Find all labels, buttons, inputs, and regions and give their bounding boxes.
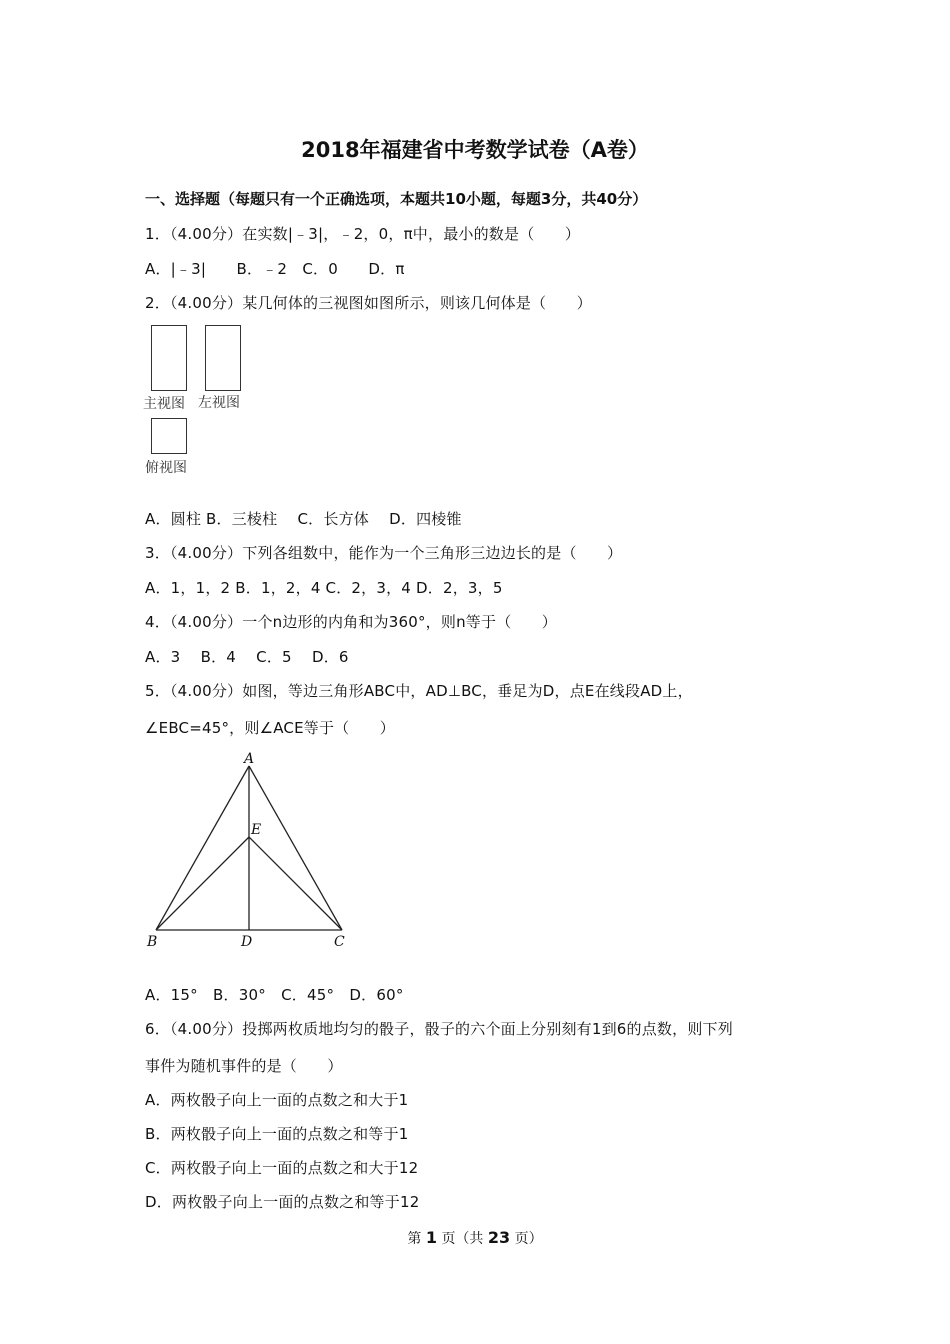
question-6-stem-line2: 事件为随机事件的是（ ）: [145, 1057, 343, 1075]
footer-post: 页）: [514, 1231, 543, 1247]
question-2-stem: 2．（4.00分）某几何体的三视图如图所示，则该几何体是（ ）: [145, 294, 592, 312]
point-label-c: C: [334, 934, 345, 950]
footer-mid: 页（共: [441, 1231, 484, 1247]
footer-pre: 第: [407, 1231, 422, 1247]
question-6-option-c: C．两枚骰子向上一面的点数之和大于12: [145, 1159, 419, 1177]
side-view-label: 左视图: [198, 395, 240, 411]
question-5-options: A．15° B．30° C．45° D．60°: [145, 986, 404, 1004]
segment-be: [156, 837, 249, 930]
top-view-rect: [151, 418, 187, 454]
page-title: 2018年福建省中考数学试卷（A卷）: [301, 138, 649, 162]
point-label-e: E: [251, 822, 262, 838]
point-label-a: A: [244, 751, 255, 767]
segment-ce: [249, 837, 342, 930]
segment-ab: [156, 766, 249, 930]
question-6-stem-line1: 6．（4.00分）投掷两枚质地均匀的骰子，骰子的六个面上分别刻有1到6的点数，则下列: [145, 1020, 733, 1038]
section-heading: 一、选择题（每题只有一个正确选项，本题共10小题，每题3分，共40分）: [145, 190, 648, 208]
question-1-stem: 1．（4.00分）在实数|﹣3|，﹣2，0，π中，最小的数是（ ）: [145, 225, 581, 243]
question-3-stem: 3．（4.00分）下列各组数中，能作为一个三角形三边边长的是（ ）: [145, 544, 623, 562]
question-6-option-a: A．两枚骰子向上一面的点数之和大于1: [145, 1091, 409, 1109]
question-2-options: A．圆柱 B．三棱柱 C．长方体 D．四棱锥: [145, 510, 462, 528]
front-view-label: 主视图: [143, 396, 185, 412]
footer-page-number: 1: [425, 1228, 437, 1247]
front-view-rect: [151, 325, 187, 391]
segment-ac: [249, 766, 342, 930]
question-6-option-b: B．两枚骰子向上一面的点数之和等于1: [145, 1125, 409, 1143]
triangle-figure: [140, 748, 360, 953]
page-footer: [0, 1228, 950, 1248]
question-5-stem-line1: 5．（4.00分）如图，等边三角形ABC中，AD⊥BC，垂足为D，点E在线段AD上，: [145, 682, 693, 700]
point-label-b: B: [147, 934, 158, 950]
question-4-options: A．3 B．4 C．5 D．6: [145, 648, 349, 666]
question-3-options: A．1，1，2 B．1，2，4 C．2，3，4 D．2，3，5: [145, 579, 503, 597]
top-view-label: 俯视图: [145, 460, 187, 476]
side-view-rect: [205, 325, 241, 391]
point-label-d: D: [241, 934, 253, 950]
question-4-stem: 4．（4.00分）一个n边形的内角和为360°，则n等于（ ）: [145, 613, 557, 631]
question-5-stem-line2: ∠EBC=45°，则∠ACE等于（ ）: [145, 719, 395, 737]
question-1-options: A．|﹣3| B．﹣2 C．0 D．π: [145, 260, 405, 278]
question-6-option-d: D．两枚骰子向上一面的点数之和等于12: [145, 1193, 420, 1211]
footer-total-pages: 23: [487, 1228, 511, 1247]
